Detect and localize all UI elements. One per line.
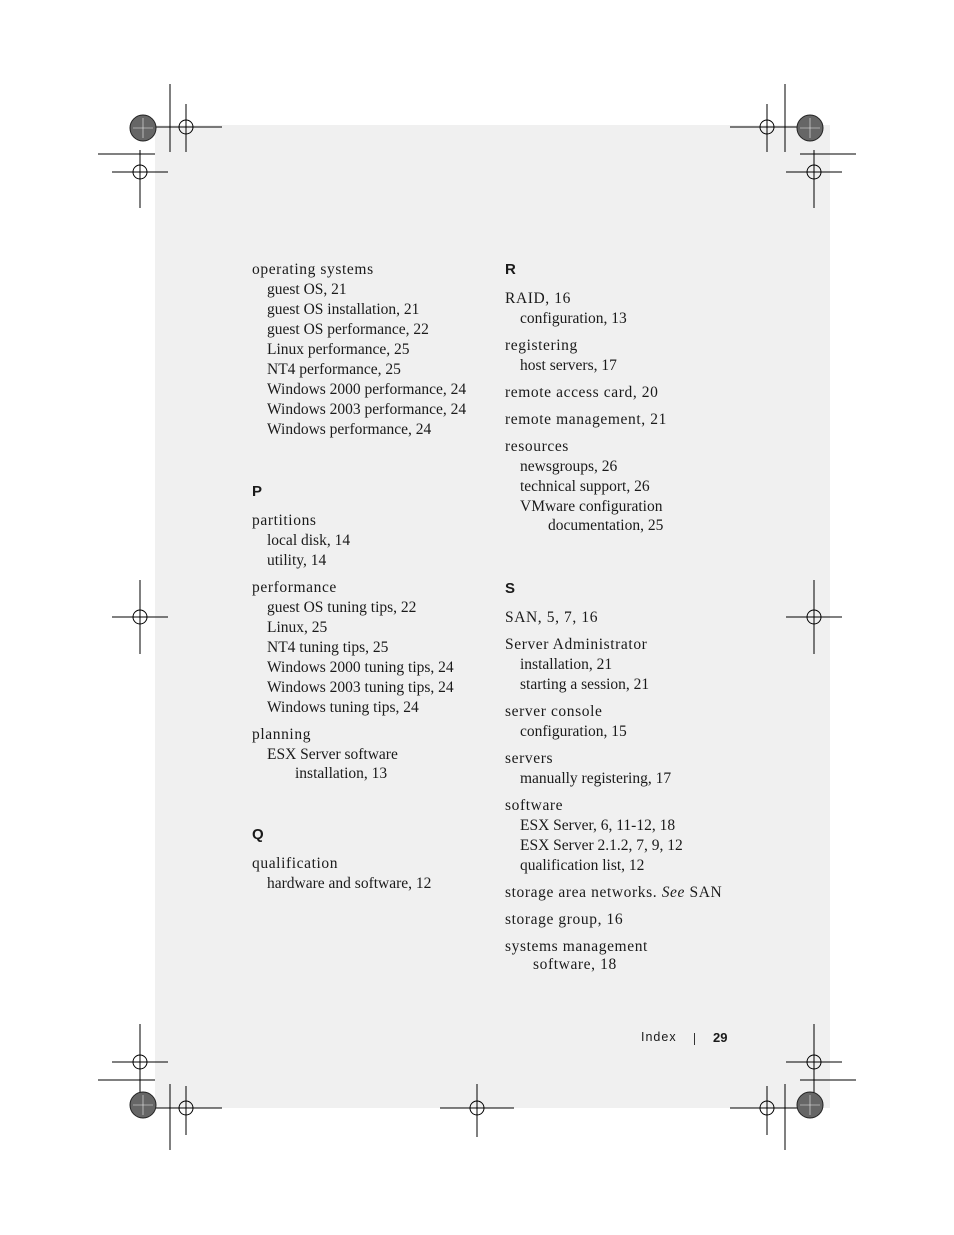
index-subentry: guest OS installation, 21 xyxy=(267,301,420,318)
index-subentry-continued: documentation, 25 xyxy=(548,517,664,534)
index-subentry: installation, 21 xyxy=(520,656,613,673)
index-entry-remote-access-card: remote access card, 20 xyxy=(505,384,659,401)
index-subentry: Windows 2000 tuning tips, 24 xyxy=(267,659,454,676)
index-subentry: NT4 performance, 25 xyxy=(267,361,401,378)
index-subentry: local disk, 14 xyxy=(267,532,351,549)
index-subentry: guest OS performance, 22 xyxy=(267,321,429,338)
index-subentry: starting a session, 21 xyxy=(520,676,650,693)
index-entry-storage-area-networks xyxy=(505,883,755,903)
index-subentry: utility, 14 xyxy=(267,552,327,569)
index-heading-operating-systems: operating systems xyxy=(252,261,374,278)
index-entry-remote-management: remote management, 21 xyxy=(505,411,667,428)
see-reference: See xyxy=(661,884,685,901)
index-subentry: technical support, 26 xyxy=(520,478,650,495)
index-subentry: hardware and software, 12 xyxy=(267,875,432,892)
section-letter-s: S xyxy=(505,580,516,597)
index-heading-performance: performance xyxy=(252,579,337,596)
index-subentry: ESX Server software xyxy=(267,746,398,763)
index-subentry: Linux performance, 25 xyxy=(267,341,410,358)
index-subentry: qualification list, 12 xyxy=(520,857,645,874)
index-heading-registering: registering xyxy=(505,337,578,354)
index-heading-raid: RAID, 16 xyxy=(505,290,571,307)
index-subentry: guest OS, 21 xyxy=(267,281,347,298)
section-letter-r: R xyxy=(505,261,517,278)
index-left-column xyxy=(252,260,492,894)
index-heading-servers: servers xyxy=(505,750,554,767)
index-heading-resources: resources xyxy=(505,438,569,455)
index-subentry: configuration, 15 xyxy=(520,723,627,740)
index-subentry: ESX Server, 6, 11-12, 18 xyxy=(520,817,676,834)
section-letter-q: Q xyxy=(252,826,264,843)
index-subentry: Windows tuning tips, 24 xyxy=(267,699,419,716)
index-heading-partitions: partitions xyxy=(252,512,317,529)
index-subentry: manually registering, 17 xyxy=(520,770,672,787)
index-subentry-continued: installation, 13 xyxy=(295,765,388,782)
index-subentry: host servers, 17 xyxy=(520,357,617,374)
index-subentry: ESX Server 2.1.2, 7, 9, 12 xyxy=(520,837,683,854)
index-subentry: Windows 2003 tuning tips, 24 xyxy=(267,679,454,696)
index-entry-san: SAN, 5, 7, 16 xyxy=(505,609,599,626)
page-number: 29 xyxy=(713,1030,728,1045)
index-right-column xyxy=(505,260,755,973)
storage-area-networks-text: storage area networks. xyxy=(505,884,662,901)
index-subentry: Windows 2000 performance, 24 xyxy=(267,381,467,398)
index-heading-systems-management: systems management xyxy=(505,938,648,955)
index-subentry: Windows 2003 performance, 24 xyxy=(267,401,467,418)
section-letter-p: P xyxy=(252,483,263,500)
index-subentry: configuration, 13 xyxy=(520,310,627,327)
index-heading-software: software xyxy=(505,797,564,814)
footer-separator xyxy=(694,1033,695,1045)
index-subentry: newsgroups, 26 xyxy=(520,458,618,475)
index-heading-planning: planning xyxy=(252,726,312,743)
see-target: SAN xyxy=(685,884,723,901)
index-subentry: Linux, 25 xyxy=(267,619,328,636)
index-subentry: Windows performance, 24 xyxy=(267,421,432,438)
index-subentry: VMware configuration xyxy=(520,498,663,515)
index-heading-server-administrator: Server Administrator xyxy=(505,636,648,653)
index-subentry: guest OS tuning tips, 22 xyxy=(267,599,417,616)
index-heading-server-console: server console xyxy=(505,703,603,720)
index-subentry: NT4 tuning tips, 25 xyxy=(267,639,389,656)
index-heading-qualification: qualification xyxy=(252,855,339,872)
footer-section-label: Index xyxy=(641,1030,677,1044)
index-entry-continued: software, 18 xyxy=(533,956,617,973)
index-entry-storage-group: storage group, 16 xyxy=(505,911,624,928)
